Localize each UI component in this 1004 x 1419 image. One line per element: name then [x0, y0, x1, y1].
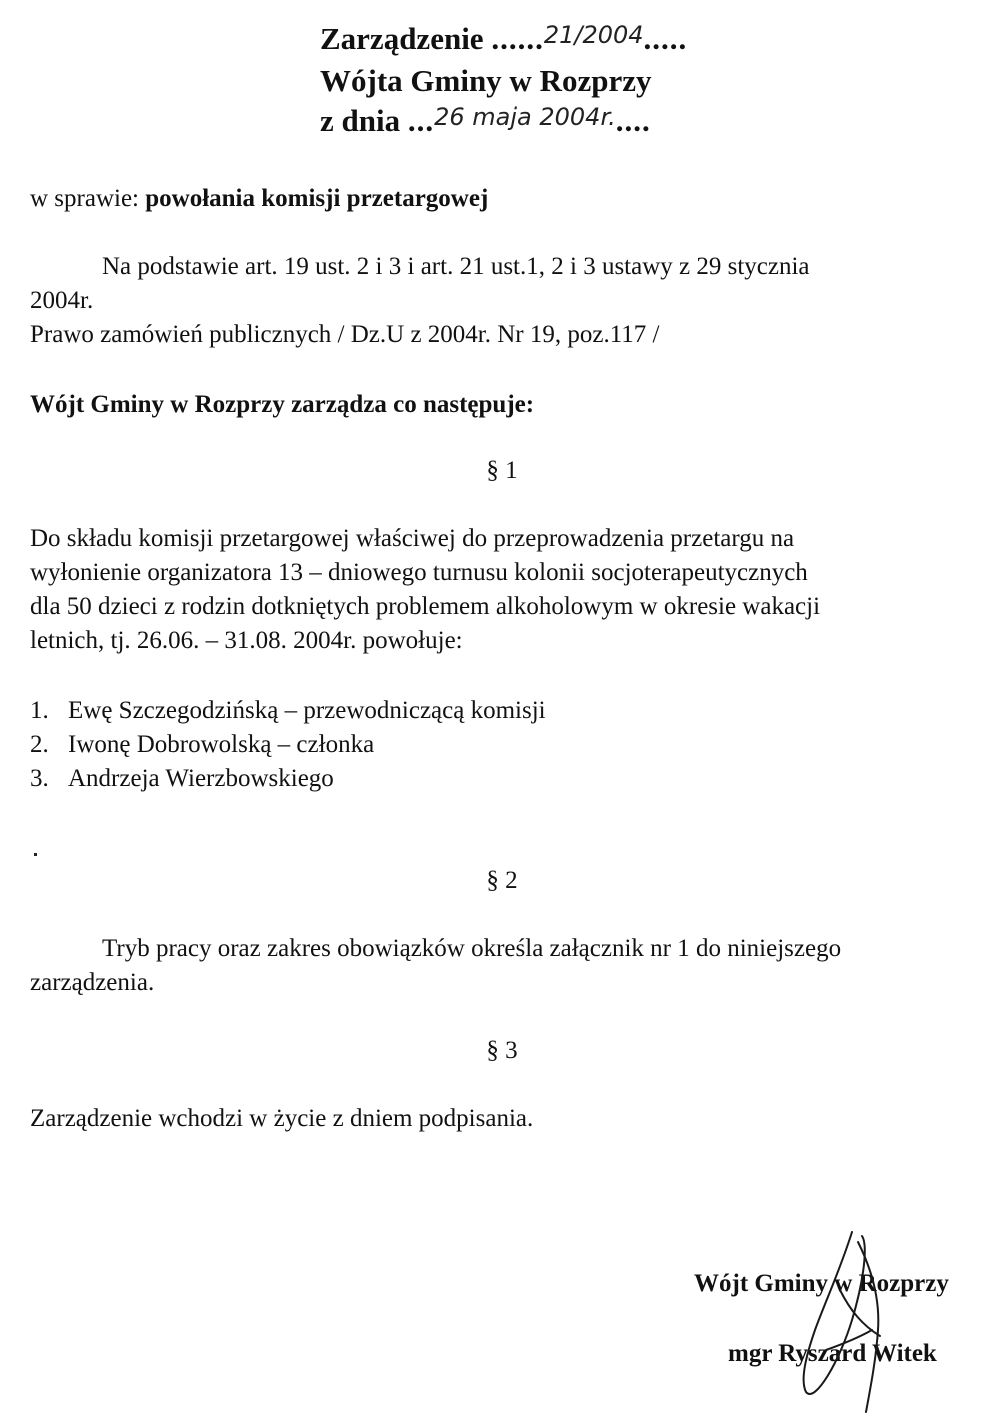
section-1-line: letnich, tj. 26.06. – 31.08. 2004r. powołuje: — [30, 627, 463, 654]
member-text: Ewę Szczegodzińską – przewodniczącą komisji — [68, 697, 546, 724]
member-number: 2. — [30, 731, 49, 758]
dotted-fill: ... — [407, 103, 435, 138]
decree-authority: Wójta Gminy w Rozprzy — [320, 63, 652, 98]
decree-title-word: Zarządzenie — [320, 21, 484, 56]
date-prefix: z dnia — [320, 103, 401, 138]
member-number: 3. — [30, 765, 49, 792]
decree-date-handwritten: 26 maja 2004r. — [434, 103, 616, 131]
section-2-heading: § 2 — [486, 867, 518, 894]
legal-basis-line-3: Prawo zamówień publicznych / Dz.U z 2004r. Nr 19, poz.117 / — [30, 321, 660, 348]
decree-number-handwritten: 21/2004 — [543, 21, 644, 49]
subject-prefix: w sprawie: — [30, 185, 139, 212]
section-1-heading: § 1 — [486, 457, 518, 484]
decree-intro: Wójt Gminy w Rozprzy zarządza co następuje: — [30, 391, 535, 418]
section-3-text: Zarządzenie wchodzi w życie z dniem podpisania. — [30, 1105, 534, 1132]
section-2-line-2: zarządzenia. — [30, 969, 155, 996]
signature-office: Wójt Gminy w Rozprzy — [694, 1270, 949, 1297]
signature-name: mgr Ryszard Witek — [728, 1340, 937, 1367]
section-3-heading: § 3 — [486, 1037, 518, 1064]
subject-text: powołania komisji przetargowej — [145, 185, 489, 212]
legal-basis-line-1: Na podstawie art. 19 ust. 2 i 3 i art. 21 ust.1, 2 i 3 ustawy z 29 stycznia — [102, 253, 810, 280]
section-1-line: Do składu komisji przetargowej właściwej do przeprowadzenia przetargu na — [30, 525, 795, 552]
section-1-line: wyłonienie organizatora 13 – dniowego turnusu kolonii socjoterapeutycznych — [30, 559, 808, 586]
dotted-fill: .... — [615, 103, 651, 138]
section-2-line-1: Tryb pracy oraz zakres obowiązków określa załącznik nr 1 do niniejszego — [102, 935, 842, 962]
member-text: Iwonę Dobrowolską – członka — [68, 731, 375, 758]
member-number: 1. — [30, 697, 49, 724]
dotted-fill: ...... — [491, 21, 544, 56]
dotted-fill: ..... — [643, 21, 688, 56]
legal-basis-line-2: 2004r. — [30, 287, 94, 314]
member-text: Andrzeja Wierzbowskiego — [68, 765, 334, 792]
section-1-line: dla 50 dzieci z rodzin dotkniętych problemem alkoholowym w okresie wakacji — [30, 593, 821, 620]
